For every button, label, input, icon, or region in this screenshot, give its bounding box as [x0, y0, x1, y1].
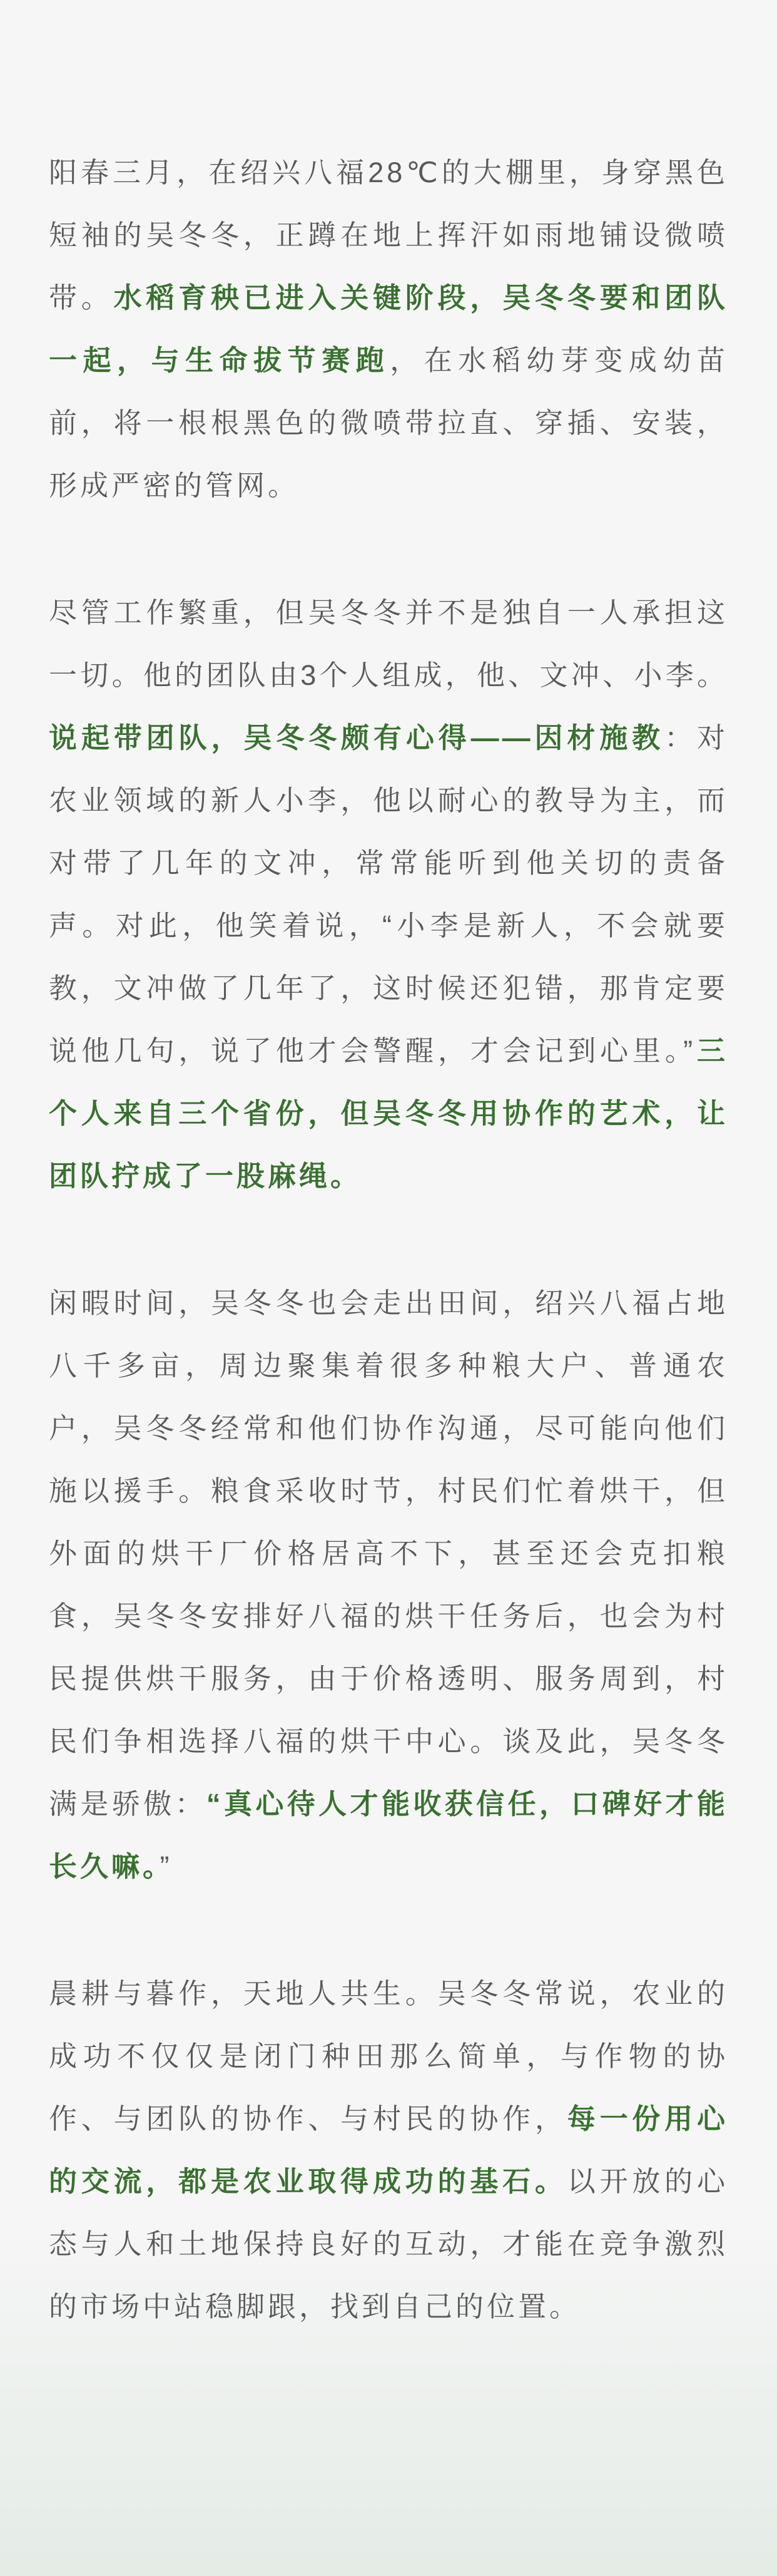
- highlight-run: “真心待人才能收获信任，口碑好才能长久嘛。: [49, 1788, 728, 1882]
- text-run: 以开放的心态与人和土地保持良好的互动，才能在竞争激烈的市场中站稳脚跟，找到自己的位置。: [49, 2165, 728, 2322]
- text-run: 闲暇时间，吴冬冬也会走出田间，绍兴八福占地八千多亩，周边聚集着很多种粮大户、普通农户，吴冬冬经常和他们协作沟通，尽可能向他们施以援手。粮食采收时节，村民们忙着烘干，但外面的烘干厂价格居高不下，甚至还会克扣粮食，吴冬冬安排好八福的烘干任务后，也会为村民提供烘干服务，由于价格透明、服务周到，村民们争相选择八福的烘干中心。谈及此，吴冬冬满是骄傲：: [49, 1287, 728, 1820]
- paragraph: [49, 1272, 728, 1898]
- paragraph: [49, 141, 728, 517]
- highlight-run: 三个人来自三个省份，但吴冬冬用协作的艺术，让团队拧成了一股麻绳。: [49, 1035, 728, 1192]
- text-run: 晨耕与暮作，天地人共生。吴冬冬常说，农业的成功不仅仅是闭门种田那么简单，与作物的协作、与团队的协作、与村民的协作，: [49, 1978, 728, 2135]
- text-run: ”: [160, 1850, 173, 1882]
- paragraph: [49, 582, 728, 1208]
- paragraph: [49, 1963, 728, 2338]
- text-run: 阳春三月，在绍兴八福28℃的大棚里，身穿黑色短袖的吴冬冬，正蹲在地上挥汗如雨地铺设微喷带。: [49, 157, 728, 314]
- highlight-run: 水稻育秧已进入关键阶段，吴冬冬要和团队一起，与生命拔节赛跑: [49, 282, 728, 376]
- highlight-run: 说起带团队，吴冬冬颇有心得——因材施教: [49, 722, 665, 754]
- text-run: ，在水稻幼芽变成幼苗前，将一根根黑色的微喷带拉直、穿插、安装，形成严密的管网。: [49, 344, 728, 501]
- text-run: ：对农业领域的新人小李，他以耐心的教导为主，而对带了几年的文冲，常常能听到他关切的责备声。对此，他笑着说，“小李是新人，不会就要教，文冲做了几年了，这时候还犯错，那肯定要说他几句，说了他才会警醒，才会记到心里。”: [49, 722, 728, 1067]
- highlight-run: 每一份用心的交流，都是农业取得成功的基石。: [49, 2103, 728, 2197]
- text-run: 尽管工作繁重，但吴冬冬并不是独自一人承担这一切。他的团队由3个人组成，他、文冲、小李。: [49, 597, 728, 691]
